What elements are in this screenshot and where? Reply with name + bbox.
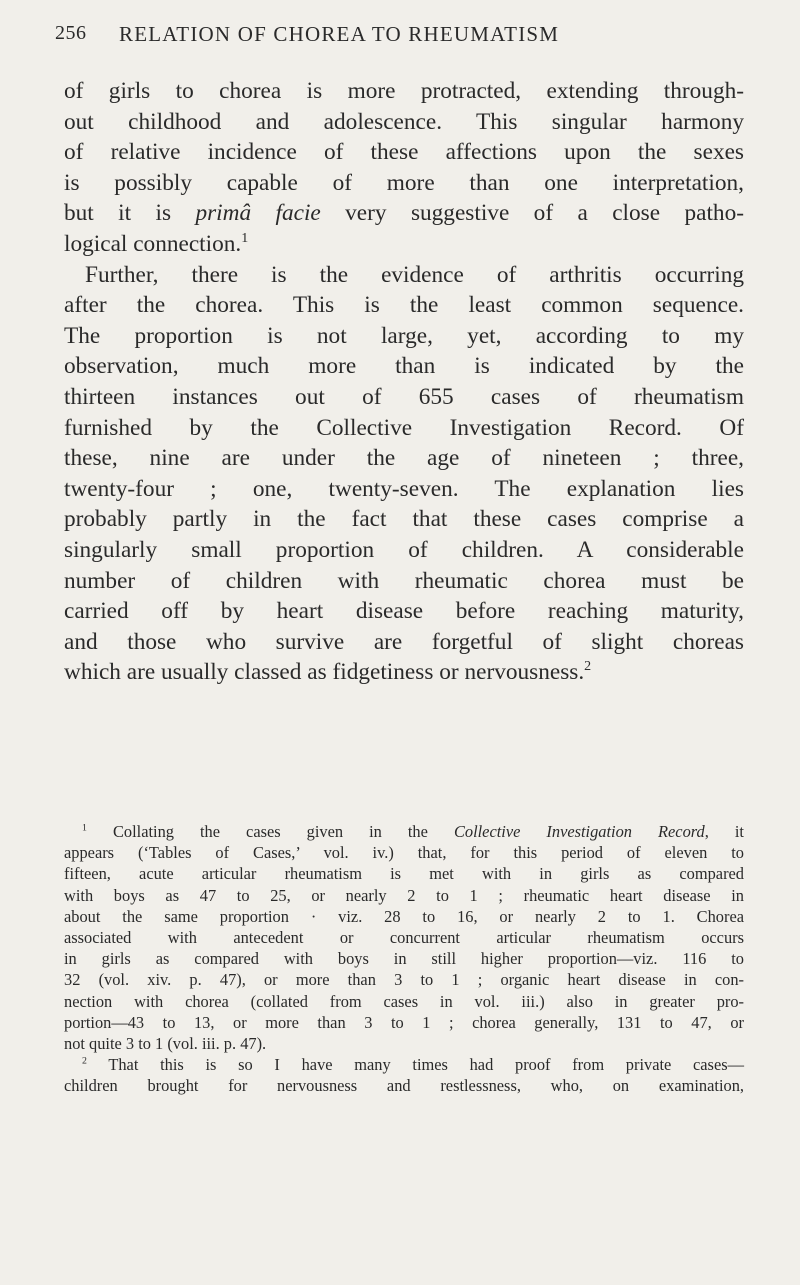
text-line: number of children with rheumatic chorea must be bbox=[64, 567, 744, 594]
footnote-ref[interactable]: 1 bbox=[241, 231, 249, 247]
text-line: and those who survive are forgetful of slight choreas bbox=[64, 628, 744, 655]
text-line: furnished by the Collective Investigation Record. Of bbox=[64, 414, 744, 441]
text-run: That this is so I have many times had proof from private cases— bbox=[108, 1055, 744, 1075]
running-title: RELATION OF CHOREA TO RHEUMATISM bbox=[119, 22, 560, 46]
text-line bbox=[64, 657, 744, 688]
text-line: probably partly in the fact that these cases comprise a bbox=[64, 506, 744, 533]
text-run: very suggestive of a close patho- bbox=[320, 200, 744, 227]
footnote-2-line bbox=[64, 1054, 744, 1075]
text-line: these, nine are under the age of nineteen ; three, bbox=[64, 445, 744, 472]
footnote-line: fifteen, acute articular rheumatism is met with in girls as compared bbox=[64, 864, 744, 884]
footnote-line: children brought for nervousness and restlessness, who, on examination, bbox=[64, 1076, 744, 1096]
italic-phrase: Collective Investigation Record bbox=[453, 822, 705, 841]
page-number: 256 bbox=[55, 22, 87, 44]
text-line: observation, much more than is indicated by the bbox=[64, 353, 744, 380]
text-run: which are usually classed as fidgetiness or nervousness. bbox=[64, 659, 585, 686]
text-line bbox=[64, 229, 744, 260]
footnote-line: appears (‘Tables of Cases,’ vol. iv.) that, for this period of eleven to bbox=[64, 843, 744, 863]
running-head bbox=[55, 22, 755, 54]
footnote-line: associated with antecedent or concurrent articular rheumatism occurs bbox=[64, 928, 744, 948]
footnote-line: with boys as 47 to 25, or nearly 2 to 1 ; rheumatic heart disease in bbox=[64, 885, 744, 905]
footnotes bbox=[64, 821, 744, 1097]
footnote-line: in girls as compared with boys in still higher proportion—viz. 116 to bbox=[64, 949, 744, 969]
text-run: Collating the cases given in the bbox=[112, 822, 454, 841]
text-line: is possibly capable of more than one interpretation, bbox=[64, 169, 744, 196]
text-run: logical connection. bbox=[64, 230, 242, 257]
text-run: but it is bbox=[64, 200, 196, 227]
footnote-line: not quite 3 to 1 (vol. iii. p. 47). bbox=[64, 1034, 267, 1054]
text-line: of relative incidence of these affections upon the sexes bbox=[64, 139, 744, 166]
body-text bbox=[64, 76, 744, 688]
footnote-line: portion—43 to 13, or more than 3 to 1 ; chorea generally, 131 to 47, or bbox=[64, 1012, 744, 1032]
text-line: of girls to chorea is more protracted, extending through- bbox=[64, 78, 744, 104]
paragraph-start-line: Further, there is the evidence of arthritis occurring bbox=[85, 261, 744, 288]
text-run: , it bbox=[704, 822, 744, 841]
footnote-1-line bbox=[64, 821, 744, 842]
footnote-line: nection with chorea (collated from cases in vol. iii.) also in greater pro- bbox=[64, 991, 744, 1011]
footnote-line: 32 (vol. xiv. p. 47), or more than 3 to 1 ; organic heart disease in con- bbox=[64, 970, 744, 990]
footnote-marker: 2 bbox=[82, 1055, 87, 1067]
footnote-marker: 1 bbox=[82, 822, 87, 834]
text-line: singularly small proportion of children. A considerable bbox=[64, 536, 744, 563]
text-line: carried off by heart disease before reaching maturity, bbox=[64, 598, 744, 625]
footnote-ref[interactable]: 2 bbox=[584, 659, 592, 675]
text-line: twenty-four ; one, twenty-seven. The explanation lies bbox=[64, 475, 744, 502]
italic-phrase: primâ facie bbox=[195, 200, 321, 227]
text-line: The proportion is not large, yet, according to my bbox=[64, 322, 744, 349]
text-line: after the chorea. This is the least common sequence. bbox=[64, 292, 744, 319]
text-line bbox=[64, 198, 744, 229]
footnote-line: about the same proportion · viz. 28 to 16, or nearly 2 to 1. Chorea bbox=[64, 906, 744, 926]
text-line: thirteen instances out of 655 cases of rheumatism bbox=[64, 383, 744, 410]
text-line: out childhood and adolescence. This singular harmony bbox=[64, 108, 744, 135]
